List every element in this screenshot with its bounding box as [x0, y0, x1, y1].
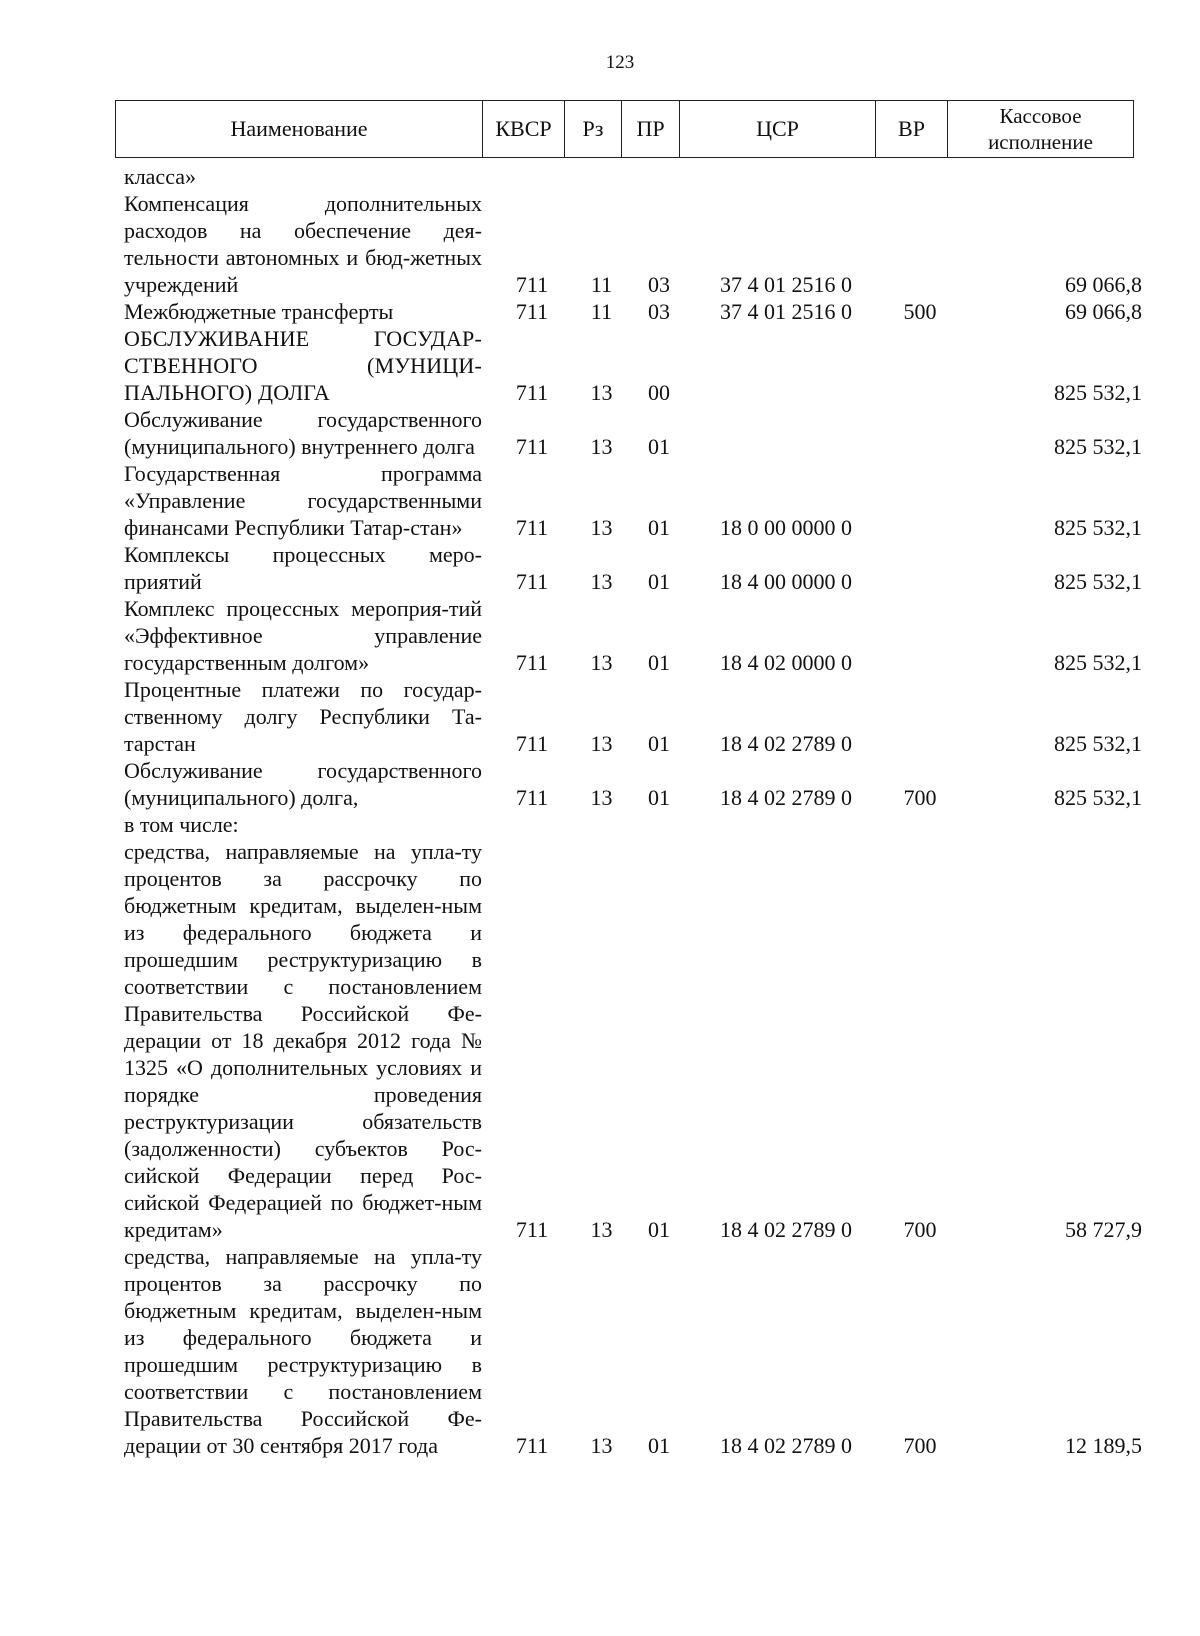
row-pr: 03: [648, 272, 670, 297]
page-number: 123: [605, 52, 635, 73]
row-pr: 01: [648, 731, 670, 756]
row-rz: 13: [590, 515, 613, 540]
column-header-pr: ПР: [622, 101, 680, 158]
row-csr: 18 4 02 2789 0: [720, 1433, 852, 1458]
row-name: Обслуживание государственного (муниципального) внутреннего долга: [124, 407, 482, 459]
row-kvsr: 711: [515, 569, 549, 594]
row-csr: 18 4 02 2789 0: [720, 785, 852, 810]
row-rz: 13: [590, 731, 613, 756]
row-kvsr: 711: [515, 1433, 549, 1458]
row-pr: 00: [648, 380, 670, 405]
row-csr: 18 0 00 0000 0: [720, 515, 852, 540]
row-rz: 13: [590, 569, 613, 594]
row-name: класса»: [124, 164, 196, 189]
row-pr: 01: [648, 569, 670, 594]
row-name: Обслуживание государственного (муниципального) долга,: [124, 758, 482, 810]
row-sum: 69 066,8: [1065, 299, 1142, 324]
row-csr: 18 4 02 0000 0: [720, 650, 852, 675]
column-header-name: Наименование: [116, 101, 483, 158]
row-sum: 58 727,9: [1065, 1217, 1142, 1242]
row-kvsr: 711: [515, 1217, 549, 1242]
table-header: [115, 100, 1134, 158]
column-header-rz: Рз: [565, 101, 622, 158]
row-rz: 11: [590, 272, 613, 297]
table-row: [115, 541, 1151, 595]
row-pr: 01: [648, 785, 670, 810]
row-name: Процентные платежи по государ-ственному долгу Республики Та-тарстан: [124, 677, 482, 756]
row-name: ОБСЛУЖИВАНИЕ ГОСУДАР-СТВЕННОГО (МУНИЦИ-ПАЛЬНОГО) ДОЛГА: [124, 326, 482, 405]
row-sum: 825 532,1: [1054, 650, 1142, 675]
row-sum: 825 532,1: [1054, 380, 1142, 405]
table-row: [115, 595, 1151, 676]
table-row: [115, 811, 1151, 838]
row-sum: 825 532,1: [1054, 434, 1142, 459]
row-name: средства, направляемые на упла-ту процентов за рассрочку по бюджетным кредитам, выделен-ным из федерального бюджета и прошедшим реструктуризацию в соответствии с постановлением Правительства Российской Фе-дерации от 30 сентября 2017 года: [124, 1244, 482, 1458]
row-pr: 01: [648, 1433, 670, 1458]
row-name: Комплекс процессных мероприя-тий «Эффективное управление государственным долгом»: [124, 596, 482, 675]
row-vr: 700: [903, 785, 937, 810]
column-header-vr: ВР: [876, 101, 948, 158]
row-csr: 18 4 02 2789 0: [720, 1217, 852, 1242]
row-rz: 13: [590, 785, 613, 810]
row-pr: 01: [648, 650, 670, 675]
column-header-kvsr: КВСР: [483, 101, 565, 158]
row-kvsr: 711: [515, 785, 549, 810]
row-sum: 825 532,1: [1054, 569, 1142, 594]
table-row: [115, 190, 1151, 298]
row-name: Комплексы процессных меро-приятий: [124, 542, 482, 594]
table-body: [115, 163, 1151, 1459]
row-vr: 500: [903, 299, 937, 324]
column-header-csr: ЦСР: [680, 101, 876, 158]
row-rz: 13: [590, 650, 613, 675]
row-vr: 700: [903, 1217, 937, 1242]
row-sum: 825 532,1: [1054, 785, 1142, 810]
row-pr: 01: [648, 1217, 670, 1242]
row-kvsr: 711: [515, 731, 549, 756]
table-row: [115, 163, 1151, 190]
table-row: [115, 325, 1151, 406]
row-rz: 13: [590, 380, 613, 405]
row-rz: 11: [590, 299, 613, 324]
row-sum: 825 532,1: [1054, 515, 1142, 540]
table-row: [115, 838, 1151, 1243]
row-csr: 18 4 02 2789 0: [720, 731, 852, 756]
row-pr: 01: [648, 434, 670, 459]
row-name: средства, направляемые на упла-ту процентов за рассрочку по бюджетным кредитам, выделен-ным из федерального бюджета и прошедшим реструктуризацию в соответствии с постановлением Правительства Российской Фе-дерации от 18 декабря 2012 года № 1325 «О дополнительных условиях и порядке проведения реструктуризации обязательств (задолженности) субъектов Рос-сийской Федерации перед Рос-сийской Федерацией по бюджет-ным кредитам»: [124, 839, 482, 1242]
column-header-kassa-line2: исполнение: [988, 130, 1093, 154]
row-name: Компенсация дополнительных расходов на обеспечение дея-тельности автономных и бюд-жетных учреждений: [124, 191, 482, 297]
column-header-kassa: [948, 101, 1134, 158]
row-kvsr: 711: [515, 272, 549, 297]
row-kvsr: 711: [515, 380, 549, 405]
row-pr: 03: [648, 299, 670, 324]
table-row: [115, 757, 1151, 811]
row-sum: 825 532,1: [1054, 731, 1142, 756]
row-kvsr: 711: [515, 299, 549, 324]
row-kvsr: 711: [515, 434, 549, 459]
row-kvsr: 711: [515, 650, 549, 675]
row-rz: 13: [590, 1217, 613, 1242]
row-name: Государственная программа «Управление государственными финансами Республики Татар-стан»: [124, 461, 482, 540]
table-row: [115, 1243, 1151, 1459]
row-rz: 13: [590, 434, 613, 459]
row-csr: 37 4 01 2516 0: [720, 272, 852, 297]
row-pr: 01: [648, 515, 670, 540]
row-sum: 12 189,5: [1065, 1433, 1142, 1458]
row-csr: 18 4 00 0000 0: [720, 569, 852, 594]
table-row: [115, 460, 1151, 541]
row-vr: 700: [903, 1433, 937, 1458]
row-name: Межбюджетные трансферты: [124, 299, 394, 324]
row-sum: 69 066,8: [1065, 272, 1142, 297]
table-row: [115, 298, 1151, 325]
table-row: [115, 676, 1151, 757]
row-csr: 37 4 01 2516 0: [720, 299, 852, 324]
table-row: [115, 406, 1151, 460]
row-name: в том числе:: [124, 812, 239, 837]
row-kvsr: 711: [515, 515, 549, 540]
column-header-kassa-line1: Кассовое: [999, 103, 1082, 128]
row-rz: 13: [590, 1433, 613, 1458]
